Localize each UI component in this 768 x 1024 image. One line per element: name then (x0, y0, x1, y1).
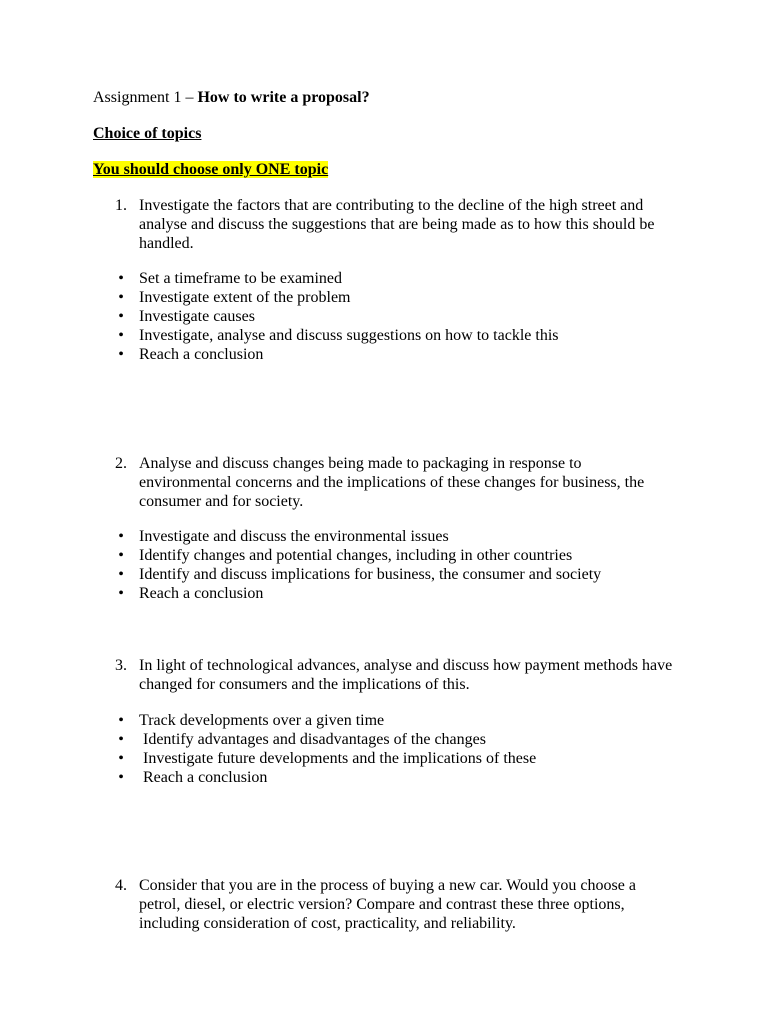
highlighted-instruction: You should choose only ONE topic (93, 161, 329, 178)
bullet-icon: • (118, 566, 124, 583)
bullet-text: Reach a conclusion (139, 585, 264, 602)
bullet-icon: • (118, 731, 124, 748)
topic-text: Analyse and discuss changes being made to packaging in response to environmental concerns and the implications of these changes for business, the consumer and for society. (139, 455, 645, 510)
bullet-text: Investigate future developments and the implications of these (139, 750, 537, 767)
bullet-icon: • (118, 547, 124, 564)
bullet-icon: • (118, 585, 124, 602)
bullet-text: Reach a conclusion (139, 346, 264, 363)
title-bold: How to write a proposal? (197, 89, 370, 106)
section-heading: Choice of topics (93, 125, 202, 142)
bullet-icon: • (118, 712, 124, 729)
bullet-icon: • (118, 769, 124, 786)
bullet-text: Investigate causes (139, 308, 255, 325)
topic-number: 2. (115, 455, 127, 472)
bullet-icon: • (118, 289, 124, 306)
bullet-text: Identify advantages and disadvantages of the changes (139, 731, 486, 748)
topic-number: 4. (115, 877, 127, 894)
bullet-text: Investigate extent of the problem (139, 289, 351, 306)
document-title (93, 88, 370, 107)
instruction-line (93, 160, 328, 179)
bullet-icon: • (118, 528, 124, 545)
bullet-icon: • (118, 327, 124, 344)
bullet-icon: • (118, 346, 124, 363)
topic-number: 1. (115, 197, 127, 214)
topic-text: In light of technological advances, analyse and discuss how payment methods have changed for consumers and the implications of this. (139, 657, 673, 693)
bullet-text: Investigate, analyse and discuss suggestions on how to tackle this (139, 327, 559, 344)
topic-text: Investigate the factors that are contributing to the decline of the high street and analyse and discuss the suggestions that are being made as to how this should be handled. (139, 197, 655, 252)
bullet-text: Identify changes and potential changes, including in other countries (139, 547, 573, 564)
bullet-text: Reach a conclusion (139, 769, 268, 786)
title-prefix: Assignment 1 – (93, 89, 198, 106)
bullet-text: Set a timeframe to be examined (139, 270, 343, 287)
bullet-text: Identify and discuss implications for business, the consumer and society (139, 566, 602, 583)
topic-text: Consider that you are in the process of buying a new car. Would you choose a petrol, diesel, or electric version? Compare and contrast these three options, including consideration of cost, practicality, and reliability. (139, 877, 636, 932)
bullet-text: Track developments over a given time (139, 712, 385, 729)
bullet-icon: • (118, 308, 124, 325)
bullet-icon: • (118, 750, 124, 767)
bullet-text: Investigate and discuss the environmental issues (139, 528, 449, 545)
topic-number: 3. (115, 657, 127, 674)
bullet-icon: • (118, 270, 124, 287)
